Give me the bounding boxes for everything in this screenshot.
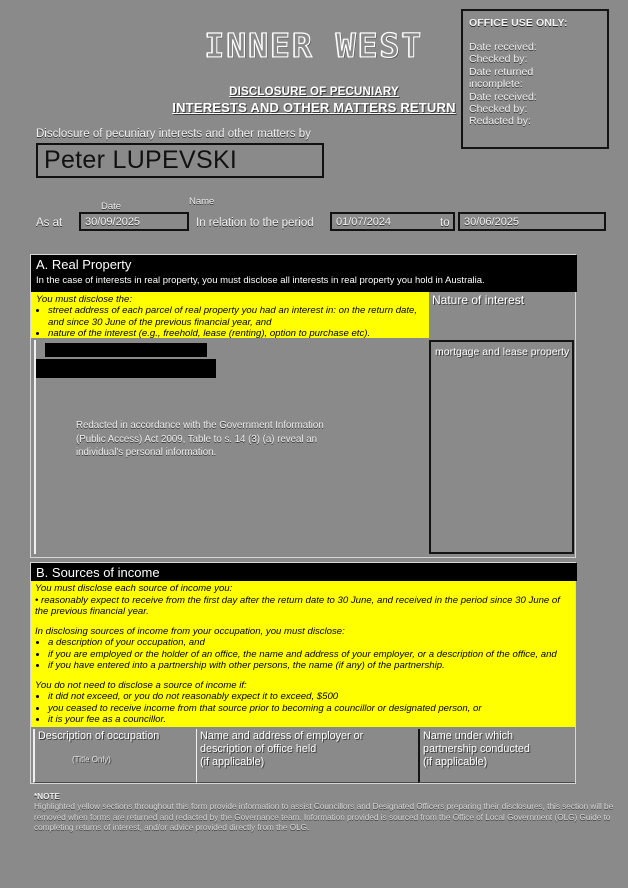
as-at-label: As at — [36, 217, 63, 229]
column-2-header-line-3: (if applicable) — [200, 756, 265, 768]
section-b-sources-of-income — [30, 562, 576, 784]
office-use-line-date-returned: Date returned — [469, 65, 534, 78]
column-partnership-name[interactable] — [418, 729, 575, 783]
as-at-date-field[interactable]: 30/09/2025 — [79, 212, 189, 231]
section-a-instruction-intro: You must disclose the: — [36, 294, 132, 305]
office-use-title: OFFICE USE ONLY: — [469, 17, 568, 29]
logo-text: INNER WEST — [204, 26, 424, 65]
declarant-name-field[interactable] — [36, 143, 324, 178]
document-title-line-1: DISCLOSURE OF PECUNIARY — [229, 86, 399, 98]
column-description-of-occupation[interactable] — [33, 729, 196, 783]
section-a-instruction-bullet-1: • street address of each parcel of real property you had an interest in: on the return date, and since 30 June of the previous financial year, and — [48, 305, 425, 328]
office-use-line-date-received-2: Date received: — [469, 90, 537, 103]
period-to-field[interactable]: 30/06/2025 — [458, 212, 606, 231]
section-b-occupation-intro: In disclosing sources of income from your occupation, you must disclose: — [35, 625, 345, 637]
column-employer-or-office[interactable] — [196, 729, 418, 783]
footnote — [34, 792, 614, 834]
office-use-line-incomplete: incomplete: — [469, 78, 523, 91]
section-b-exempt-bullet-1: • it did not exceed, or you do not reasonably expect it to exceed, $500 — [48, 691, 571, 703]
section-b-intro: You must disclose each source of income you: — [35, 583, 233, 594]
redaction-note: Redacted in accordance with the Government Information (Public Access) Act 2009, Table to s. 14 (3) (a) reveal an individual's personal information. — [76, 420, 324, 459]
column-2-header-line-1: Name and address of employer or — [200, 730, 364, 742]
document-title-line-2: INTERESTS AND OTHER MATTERS RETURN — [172, 100, 456, 115]
office-use-line-checked-by: Checked by: — [469, 53, 528, 66]
section-a-subheading: In the case of interests in real property, you must disclose all interests in real property you hold in Australia. — [36, 275, 485, 286]
redaction-bar-2 — [36, 359, 216, 378]
section-b-exempt-bullet-2: • you ceased to receive income from that source prior to becoming a councillor or designated person, or — [48, 703, 571, 715]
declarant-name-value: Peter LUPEVSKI — [44, 146, 238, 174]
column-3-header-line-1: Name under which — [423, 730, 514, 742]
section-a-instruction-bullet-2: • nature of the interest (e.g., freehold, lease (renting), option to purchase etc). — [48, 328, 425, 339]
inner-west-logo — [178, 26, 450, 66]
date-caption: Date — [101, 201, 122, 212]
section-a-instructions — [31, 292, 429, 338]
column-1-header: Description of occupation — [38, 730, 160, 742]
period-from-field[interactable]: 01/07/2024 — [330, 212, 455, 231]
section-a-real-property — [30, 254, 576, 558]
nature-of-interest-value: mortgage and lease property — [435, 346, 570, 358]
section-b-exempt-intro: You do not need to disclose a source of income if: — [35, 679, 247, 691]
section-b-exempt-bullet-3: • it is your fee as a councillor. — [48, 714, 571, 726]
disclosure-intro-label: Disclosure of pecuniary interests and other matters by — [36, 128, 311, 140]
column-3-header-line-3: (if applicable) — [423, 756, 488, 768]
section-a-band — [31, 255, 577, 292]
section-b-occupation-bullet-2: • if you are employed or the holder of an office, the name and address of your employer, or a description of the office, and — [48, 649, 571, 661]
section-b-heading: B. Sources of income — [36, 565, 160, 580]
column-3-header-line-2: partnership conducted — [423, 743, 530, 755]
footnote-text: Highlighted yellow sections throughout this form provide information to assist Councillors and Designated Officers preparing their disclosures, this section will be removed when forms are returned and redacted by the Governance team. Information provided is sourced from the Office of Local Government (OLG) Guide to completing returns of interest, and/or advice provided directly from the OLG. — [34, 802, 614, 833]
section-b-band — [31, 563, 577, 581]
office-use-line-checked-by-2: Checked by: — [469, 103, 528, 116]
nature-of-interest-cell[interactable] — [429, 340, 574, 554]
section-b-intro-bullet: • reasonably expect to receive from the first day after the return date to 30 June, and received in the period since 30 June of the previous financial year. — [35, 594, 560, 617]
redaction-bar-1 — [45, 343, 207, 357]
period-label: In relation to the period — [196, 217, 314, 229]
office-use-line-date-received: Date received: — [469, 41, 537, 53]
section-a-heading: A. Real Property — [36, 257, 132, 272]
section-b-instructions — [31, 581, 575, 727]
office-use-line-redacted-by: Redacted by: — [469, 115, 531, 128]
real-property-address-cell[interactable] — [34, 340, 426, 554]
name-caption: Name — [189, 196, 215, 207]
nature-of-interest-column-header: Nature of interest — [432, 293, 525, 307]
to-label: to — [440, 217, 450, 229]
column-2-header-line-2: description of office held — [200, 743, 317, 755]
column-1-subheader: (Title Only) — [72, 755, 111, 764]
office-use-box — [461, 9, 609, 149]
section-b-table — [33, 729, 575, 783]
footnote-label: *NOTE — [34, 792, 60, 801]
section-b-occupation-bullet-3: • if you have entered into a partnership with other persons, the name (if any) of the partnership. — [48, 660, 571, 672]
section-b-occupation-bullet-1: • a description of your occupation, and — [48, 637, 571, 649]
